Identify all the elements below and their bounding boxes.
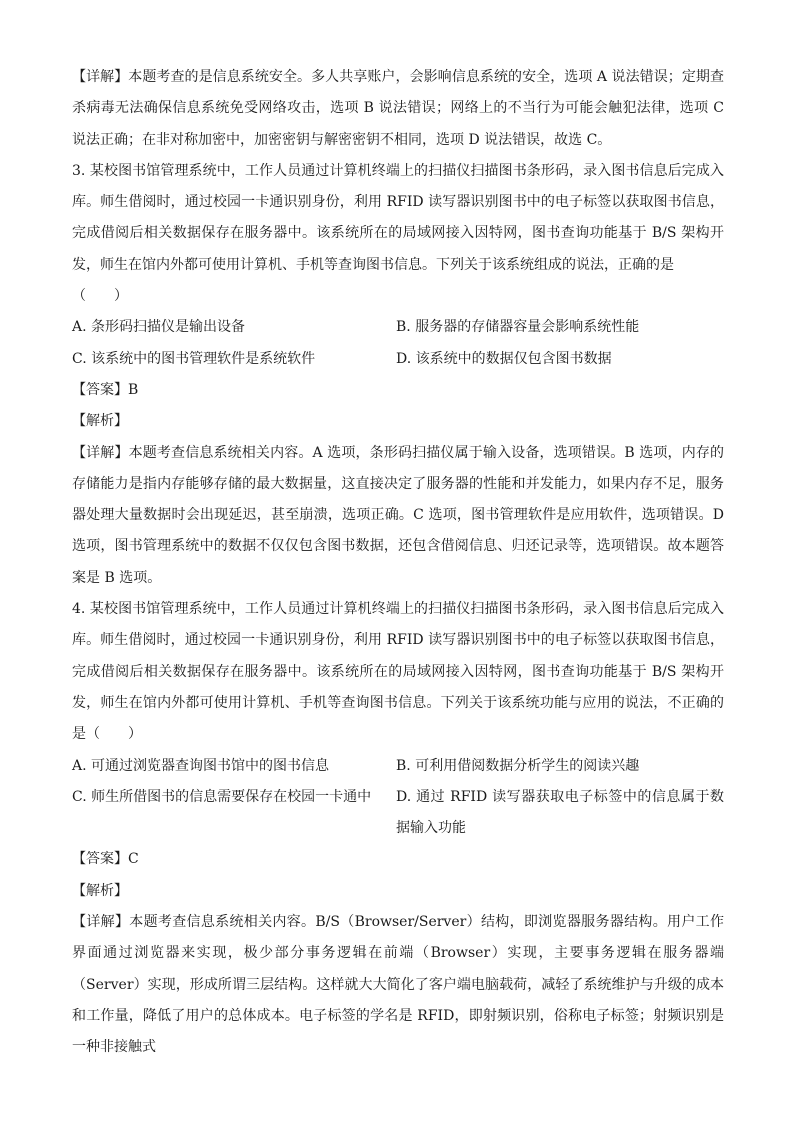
page-content bbox=[72, 62, 724, 1064]
q3-options-row-2 bbox=[72, 344, 724, 375]
q4-option-b: B. 可利用借阅数据分析学生的阅读兴趣 bbox=[396, 757, 640, 774]
q4-answer: 【答案】C bbox=[72, 851, 139, 868]
q3-option-a: A. 条形码扫描仪是输出设备 bbox=[72, 319, 246, 336]
q4-option-a: A. 可通过浏览器查询图书馆中的图书信息 bbox=[72, 757, 330, 774]
q3-options-row-1 bbox=[72, 312, 724, 343]
q2-detail: 【详解】本题考查的是信息系统安全。多人共享账户，会影响信息系统的安全，选项 A 说法错误；定期查杀病毒无法确保信息系统免受网络攻击，选项 B 说法错误；网络上的不当行为可能会触犯法律，选项 C 说法正确；在非对称加密中，加密密钥与解密密钥不相同，选项 D 说法错误，故选 C。 bbox=[72, 69, 724, 148]
q3-option-c: C. 该系统中的图书管理软件是系统软件 bbox=[72, 350, 316, 367]
q3-answer: 【答案】B bbox=[72, 381, 139, 398]
q4-stem: 4. 某校图书馆管理系统中，工作人员通过计算机终端上的扫描仪扫描图书条形码，录入图书信息后完成入库。师生借阅时，通过校园一卡通识别身份，利用 RFID 读写器识别图书中的电子标签以获取图书信息，完成借阅后相关数据保存在服务器中。该系统所在的局域网接入因特网，图书查询功能基于 B/S 架构开发，师生在馆内外都可使用计算机、手机等查询图书信息。下列关于该系统功能与应用的说法，不正确的是（ ） bbox=[72, 601, 724, 743]
q4-options-row-1 bbox=[72, 751, 724, 782]
q3-analysis-label: 【解析】 bbox=[72, 413, 128, 430]
q4-options-row-2 bbox=[72, 782, 724, 845]
q3-option-d: D. 该系统中的数据仅包含图书数据 bbox=[396, 350, 612, 367]
q3-paren: （ ） bbox=[72, 288, 128, 305]
q4-detail: 【详解】本题考查信息系统相关内容。B/S（Browser/Server）结构，即浏览器服务器结构。用户工作界面通过浏览器来实现，极少部分事务逻辑在前端（Browser）实现，主要事务逻辑在服务器端（Server）实现，形成所谓三层结构。这样就大大简化了客户端电脑载荷，减轻了系统维护与升级的成本和工作量，降低了用户的总体成本。电子标签的学名是 RFID，即射频识别，俗称电子标签；射频识别是一种非接触式 bbox=[72, 914, 724, 1056]
q3-option-b: B. 服务器的存储器容量会影响系统性能 bbox=[396, 319, 640, 336]
q3-stem: 3. 某校图书馆管理系统中，工作人员通过计算机终端上的扫描仪扫描图书条形码，录入图书信息后完成入库。师生借阅时，通过校园一卡通识别身份，利用 RFID 读写器识别图书中的电子标签以获取图书信息，完成借阅后相关数据保存在服务器中。该系统所在的局域网接入因特网，图书查询功能基于 B/S 架构开发，师生在馆内外都可使用计算机、手机等查询图书信息。下列关于该系统组成的说法，正确的是 bbox=[72, 162, 724, 273]
q4-option-c: C. 师生所借图书的信息需要保存在校园一卡通中 bbox=[72, 788, 372, 805]
q4-analysis-label: 【解析】 bbox=[72, 882, 128, 899]
q3-detail: 【详解】本题考查信息系统相关内容。A 选项，条形码扫描仪属于输入设备，选项错误。B 选项，内存的存储能力是指内存能够存储的最大数据量，这直接决定了服务器的性能和并发能力，如果内存不足，服务器处理大量数据时会出现延迟，甚至崩溃，选项正确。C 选项，图书管理软件是应用软件，选项错误。D 选项，图书管理系统中的数据不仅仅包含图书数据，还包含借阅信息、归还记录等，选项错误。故本题答案是 B 选项。 bbox=[72, 444, 724, 586]
q4-option-d: D. 通过 RFID 读写器获取电子标签中的信息属于数据输入功能 bbox=[396, 788, 724, 837]
